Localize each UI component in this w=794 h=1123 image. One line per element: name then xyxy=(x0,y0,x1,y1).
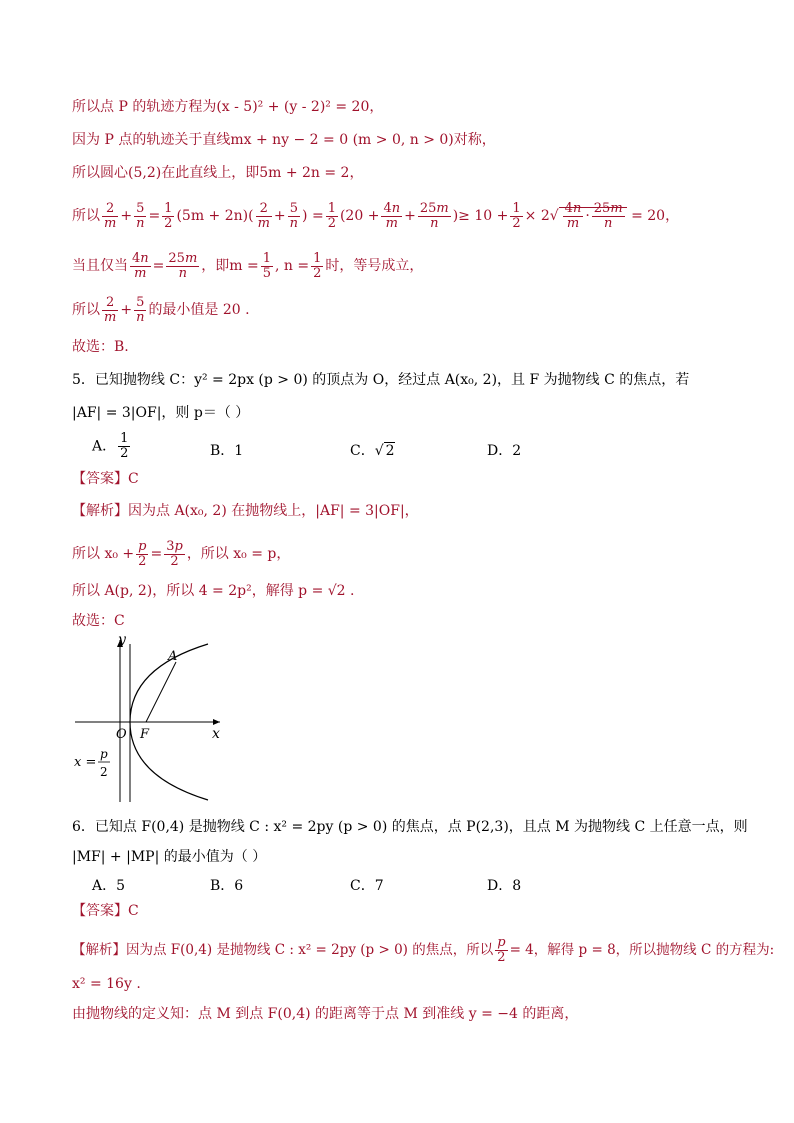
solution-line-equality: 当且仅当 $\frac{4n}{m}$ = $\frac{25m}{n}$ ，即m = $\frac{1}{5}$ , n = $\frac{1}{2}$ 时，等号成立， xyxy=(72,250,424,281)
directrix-num: p xyxy=(100,747,108,761)
question-5-stem: 5．已知抛物线 C：y² = 2px (p > 0) 的顶点为 O，经过点 A(x₀, 2)，且 F 为抛物线 C 的焦点，若 xyxy=(72,372,690,388)
label-y: y xyxy=(118,632,126,648)
solution-line: 【解析】因为点 F(0,4) 是抛物线 C : x² = 2py (p > 0) 的焦点，所以 $\frac{p}{2}$ = 4，解得 p = 8，所以抛物线 C 的方程为: xyxy=(72,935,775,965)
parabola-figure xyxy=(70,630,230,805)
directrix-den: 2 xyxy=(100,765,108,779)
text: = 20， xyxy=(631,208,680,224)
fraction: $\frac{2}{m}$ xyxy=(104,200,117,231)
option-d: D．8 xyxy=(487,878,522,894)
text: ，即m = xyxy=(201,258,259,274)
solution-line-min: 所以 $\frac{2}{m}$ + $\frac{5}{n}$ 的最小值是 20 . xyxy=(72,294,250,325)
text: = 4，解得 p = 8，所以抛物线 C 的方程为: xyxy=(509,942,775,958)
label-o: O xyxy=(116,727,127,742)
solution-line: x² = 16y . xyxy=(72,976,141,992)
choose-line: 故选：C xyxy=(72,613,125,629)
option-b: B．6 xyxy=(210,878,244,894)
choose-line: 故选：B. xyxy=(72,339,129,355)
option-c: C．√ 2 xyxy=(350,443,395,459)
text: (5m + 2n) xyxy=(176,208,249,224)
answer-label: 【答案】C xyxy=(72,471,139,487)
question-6-stem: |MF| + |MP| 的最小值为（ ） xyxy=(72,849,267,865)
option-b: B．1 xyxy=(210,443,244,459)
solution-line: 由抛物线的定义知：点 M 到点 F(0,4) 的距离等于点 M 到准线 y = −4 的距离， xyxy=(72,1006,579,1022)
option-c: C．7 xyxy=(350,878,384,894)
text: ≥ 10 + xyxy=(458,208,509,224)
text: 所以 xyxy=(72,302,100,318)
solution-line-inequality: 所以 $\frac{2}{m}$ + $\frac{5}{n}$ = $\frac{1}{2}$ (5m + 2n)( $\frac{2}{m}$ + $\frac{5}{n}$ ) = $\frac{1}{2}$ (20 + $\frac{4n}{m}$ + $\frac{25m}{n}$ )≥ 10 + $\frac{1}{2}$ × 2√ $\frac{4n}{m}$ · $\frac{25m}{n}$ = 20， xyxy=(72,200,680,231)
text: 当且仅当 xyxy=(72,258,128,274)
solution-line: 所以 A(p, 2)，所以 4 = 2p²，解得 p = √2 . xyxy=(72,583,355,599)
text: ，所以 x₀ = p， xyxy=(186,546,291,562)
text: 所以 x₀ + xyxy=(72,546,135,562)
solution-line: 所以点 P 的轨迹方程为(x - 5)² + (y - 2)² = 20， xyxy=(72,99,384,115)
solution-line: 所以圆心(5,2)在此直线上，即5m + 2n = 2， xyxy=(72,165,364,181)
text: , n = xyxy=(275,258,310,274)
fraction: $\frac{1}{2}$ xyxy=(164,200,173,231)
text: 的最小值是 20 . xyxy=(148,302,250,318)
label-a: A xyxy=(168,649,178,664)
solution-line: 所以 x₀ + $\frac{p}{2}$ = $\frac{3p}{2}$ ，所以 x₀ = p， xyxy=(72,538,291,569)
text: 时，等号成立， xyxy=(325,258,424,274)
label-f: F xyxy=(140,727,150,742)
option-a: A．5 xyxy=(92,878,126,894)
question-5-stem: |AF| = 3|OF|，则 p＝（ ） xyxy=(72,405,250,421)
directrix-label: x = xyxy=(74,755,97,770)
text: × 2 xyxy=(524,208,550,224)
text: 所以 xyxy=(72,208,100,224)
label-x: x xyxy=(212,726,220,742)
option-a: A． $\frac{1}{2}$ xyxy=(92,431,129,461)
solution-line: 因为 P 点的轨迹关于直线mx + ny − 2 = 0 (m > 0, n > 0)对称， xyxy=(72,132,496,148)
question-6-stem: 6．已知点 F(0,4) 是抛物线 C : x² = 2py (p > 0) 的焦点，点 P(2,3)，且点 M 为抛物线 C 上任意一点，则 xyxy=(72,819,748,835)
solution-line: 【解析】因为点 A(x₀, 2) 在抛物线上，|AF| = 3|OF|， xyxy=(72,503,419,519)
answer-label: 【答案】C xyxy=(72,903,139,919)
option-d: D．2 xyxy=(487,443,522,459)
fraction: $\frac{5}{n}$ xyxy=(136,200,145,231)
segment-af xyxy=(146,662,176,722)
text: 【解析】因为点 F(0,4) 是抛物线 C : x² = 2py (p > 0) 的焦点，所以 xyxy=(72,942,494,958)
